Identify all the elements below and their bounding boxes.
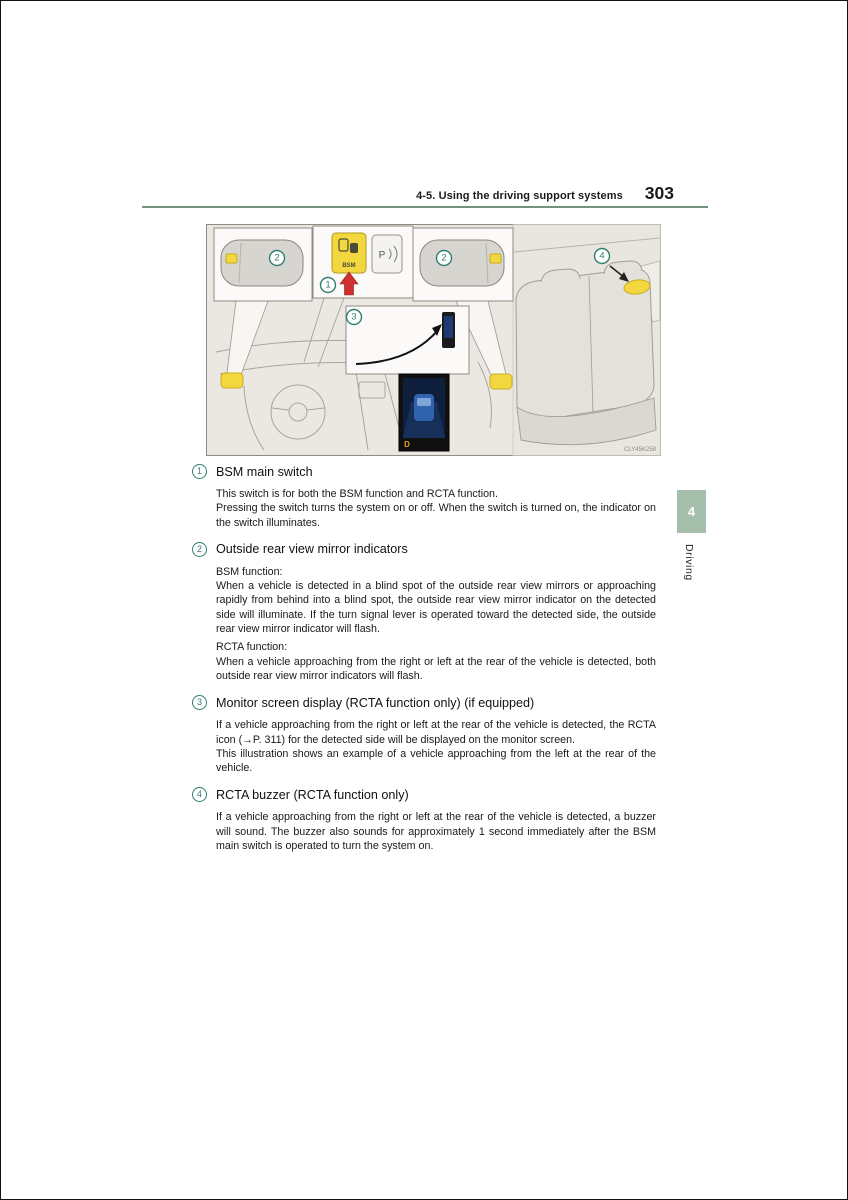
body-paragraph: When a vehicle is detected in a blind spot of the outside rear view mirrors or approaching rapidly from behind into a blind spot, the outside rear view mirror indicator on the detected side will illuminate. If the turn signal lever is operated toward the detected side, the outside rear view mirror indicator will flash. <box>216 580 656 636</box>
switch-panel-inset <box>313 226 413 298</box>
item-number-badge: 1 <box>192 464 207 479</box>
chapter-tab: 4 <box>677 490 706 533</box>
body-paragraph: Pressing the switch turns the system on or off. When the switch is turned on, the indicator on the switch illuminates. <box>216 502 656 529</box>
callout-3 <box>347 310 362 325</box>
mirror-indicator-icon <box>226 254 237 263</box>
svg-text:BSM: BSM <box>342 263 356 269</box>
item-heading <box>192 542 708 557</box>
item-body <box>216 718 656 775</box>
body-paragraph: When a vehicle approaching from the right or left at the rear of the vehicle is detected, both outside rear view mirror indicators will flash. <box>216 655 656 682</box>
left-mirror-inset <box>214 228 312 301</box>
right-door-mirror-highlight <box>490 374 512 389</box>
item-mirror-indicators <box>142 542 708 683</box>
item-rcta-buzzer <box>142 787 708 853</box>
bsm-switch <box>332 233 366 273</box>
page-number: 303 <box>644 183 674 203</box>
callout-2b <box>437 251 452 266</box>
callout-1 <box>321 278 336 293</box>
svg-text:2: 2 <box>441 252 447 264</box>
svg-text:1: 1 <box>325 279 331 291</box>
item-heading <box>192 695 708 710</box>
item-title: Monitor screen display (RCTA function only) (if equipped) <box>216 695 535 710</box>
item-monitor-screen-display <box>142 695 708 775</box>
page-header <box>142 183 708 204</box>
item-title: RCTA buzzer (RCTA function only) <box>216 787 409 802</box>
section-title: 4-5. Using the driving support systems <box>416 190 623 202</box>
callout-4 <box>595 249 610 264</box>
body-paragraph: This illustration shows an example of a vehicle approaching from the left at the rear of the vehicle. <box>216 747 656 775</box>
item-bsm-main-switch <box>142 464 708 530</box>
bsm-system-illustration <box>206 224 661 456</box>
chapter-label: Driving <box>683 544 695 581</box>
item-heading <box>192 787 708 802</box>
body-paragraph: This switch is for both the BSM function and RCTA function. <box>216 488 498 500</box>
svg-text:2: 2 <box>274 252 280 264</box>
svg-text:3: 3 <box>351 311 357 323</box>
left-door-mirror-highlight <box>221 373 243 388</box>
callout-2a <box>270 251 285 266</box>
body-paragraph: RCTA function: <box>216 641 288 654</box>
svg-text:P: P <box>378 250 386 261</box>
right-mirror-inset <box>413 228 513 301</box>
gear-indicator: D <box>404 440 410 449</box>
item-number-badge: 4 <box>192 787 207 802</box>
rear-seat-illustration <box>513 225 661 456</box>
item-title: Outside rear view mirror indicators <box>216 542 408 557</box>
item-body <box>216 810 656 853</box>
item-heading <box>192 464 708 479</box>
parking-sensor-switch <box>372 235 402 273</box>
item-body <box>216 487 656 530</box>
page-content <box>142 464 708 865</box>
mirror-indicator-icon <box>490 254 501 263</box>
monitor-callout-inset <box>346 306 469 374</box>
item-number-badge: 2 <box>192 542 207 557</box>
monitor-screen <box>399 374 449 451</box>
illustration-svg <box>206 224 661 456</box>
body-paragraph: BSM function: <box>216 565 283 578</box>
figure-code: CLY45K258 <box>624 447 656 453</box>
item-number-badge: 3 <box>192 695 207 710</box>
body-paragraph: If a vehicle approaching from the right or left at the rear of the vehicle is detected, a buzzer will sound. The buzzer also sounds for approximately 1 second immediately after the BSM main switch is operated to turn the system on. <box>216 811 656 853</box>
body-paragraph: If a vehicle approaching from the right or left at the rear of the vehicle is detected, the RCTA icon (→P. 311) for the detected side will be displayed on the monitor screen. <box>216 719 656 746</box>
svg-text:4: 4 <box>599 250 605 262</box>
item-title: BSM main switch <box>216 464 313 479</box>
item-body <box>216 565 656 683</box>
header-rule <box>142 206 708 208</box>
